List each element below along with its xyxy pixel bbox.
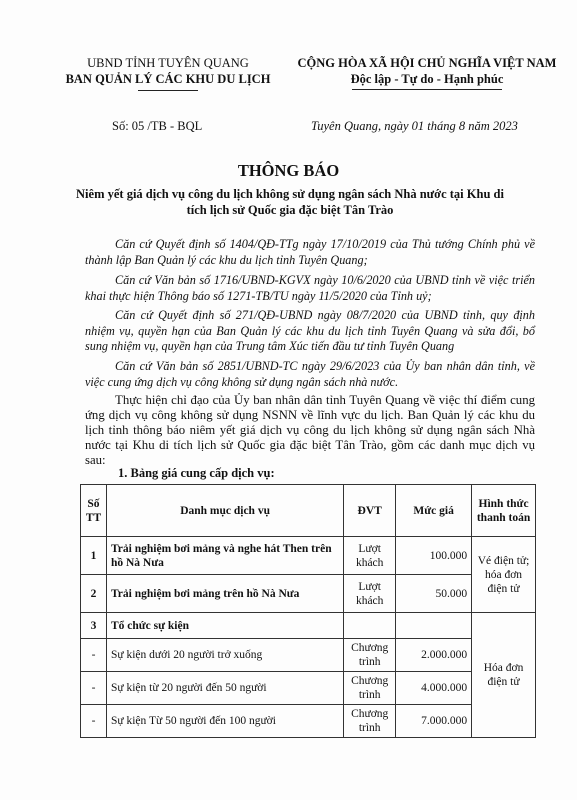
section-1-title: 1. Bảng giá cung cấp dịch vụ:	[118, 466, 275, 480]
header-unit: ĐVT	[344, 485, 396, 537]
legal-basis-1: Căn cứ Quyết định số 1404/QĐ-TTg ngày 17/10/2019 của Thủ tướng Chính phủ về thành lập Ban Quản lý các khu du lịch tỉnh Tuyên Quang;	[85, 237, 535, 267]
document-subtitle: Niêm yết giá dịch vụ công du lịch không sử dụng ngân sách Nhà nước tại Khu di tích lịch sử Quốc gia đặc biệt Tân Trào	[76, 187, 504, 217]
table-row	[81, 672, 536, 705]
row-price: 2.000.000	[396, 639, 472, 672]
national-motto: Độc lập - Tự do - Hạnh phúc	[350, 72, 504, 86]
row-unit: Chương trình	[344, 639, 396, 672]
legal-basis-3: Căn cứ Quyết định số 271/QĐ-UBND ngày 08/7/2020 của UBND tỉnh, quy định nhiệm vụ, quyền hạn của Ban Quản lý các khu du lịch tỉnh Tuyên Quang và sửa đổi, bổ sung nhiệm vụ, quyền hạn của Trung tâm Xúc tiến đầu tư tỉnh Tuyên Quang	[85, 308, 535, 353]
table-row	[81, 537, 536, 575]
document-number: Số: 05 /TB - BQL	[112, 119, 203, 133]
legal-basis-2: Căn cứ Văn bản số 1716/UBND-KGVX ngày 10/6/2020 của UBND tỉnh về việc triển khai thực hiện Thông báo số 1271-TB/TU ngày 11/5/2020 của Tỉnh uỷ;	[85, 273, 535, 303]
row-price: 100.000	[396, 537, 472, 575]
row-unit	[344, 613, 396, 639]
header-service: Danh mục dịch vụ	[106, 485, 343, 537]
price-table	[80, 484, 536, 738]
payment-method-2: Hóa đơn điện tử	[472, 613, 536, 738]
row-stt: -	[81, 705, 107, 738]
row-service: Trải nghiệm bơi mảng trên hồ Nà Nưa	[106, 575, 343, 613]
motto-underline	[352, 89, 502, 90]
row-service: Sự kiện Từ 50 người đến 100 người	[106, 705, 343, 738]
row-unit: Chương trình	[344, 705, 396, 738]
header-stt: Số TT	[81, 485, 107, 537]
row-price: 50.000	[396, 575, 472, 613]
table-row	[81, 705, 536, 738]
header-price: Mức giá	[396, 485, 472, 537]
row-price: 7.000.000	[396, 705, 472, 738]
document-date: Tuyên Quang, ngày 01 tháng 8 năm 2023	[311, 119, 518, 133]
row-service: Sự kiện dưới 20 người trở xuống	[106, 639, 343, 672]
row-stt: 2	[81, 575, 107, 613]
national-title: CỘNG HÒA XÃ HỘI CHỦ NGHĨA VIỆT NAM	[297, 56, 557, 70]
national-heading-block	[282, 55, 572, 90]
table-row	[81, 639, 536, 672]
table-header-row	[81, 485, 536, 537]
payment-method-1: Vé điện tử; hóa đơn điện tử	[472, 537, 536, 613]
body-paragraph: Thực hiện chỉ đạo của Ủy ban nhân dân tỉnh Tuyên Quang về việc thí điểm cung ứng dịch vụ công không sử dụng NSNN về lĩnh vực du lịch. Ban Quản lý các khu du lịch tỉnh thông báo niêm yết giá dịch vụ công du lịch không sử dụng ngân sách Nhà nước tại Khu di tích lịch sử Quốc gia đặc biệt Tân Trào, gồm các danh mục dịch vụ sau:	[85, 393, 535, 467]
table-row	[81, 575, 536, 613]
row-service: Sự kiện từ 20 người đến 50 người	[106, 672, 343, 705]
header-payment: Hình thức thanh toán	[472, 485, 536, 537]
row-unit: Lượt khách	[344, 537, 396, 575]
row-service: Tổ chức sự kiện	[106, 613, 343, 639]
row-stt: 3	[81, 613, 107, 639]
row-service: Trải nghiệm bơi mảng và nghe hát Then trên hồ Nà Nưa	[106, 537, 343, 575]
table-row	[81, 613, 536, 639]
agency-name: BAN QUẢN LÝ CÁC KHU DU LỊCH	[65, 72, 271, 86]
legal-basis-4: Căn cứ Văn bản số 2851/UBND-TC ngày 29/6/2023 của Ủy ban nhân dân tỉnh, về việc cung ứng dịch vụ công không sử dụng ngân sách nhà nước.	[85, 359, 535, 389]
row-price: 4.000.000	[396, 672, 472, 705]
agency-parent: UBND TỈNH TUYÊN QUANG	[87, 56, 249, 70]
row-stt: 1	[81, 537, 107, 575]
document-title: THÔNG BÁO	[237, 161, 340, 180]
row-unit: Chương trình	[344, 672, 396, 705]
row-price	[396, 613, 472, 639]
row-stt: -	[81, 639, 107, 672]
agency-underline	[138, 90, 198, 91]
issuing-agency-block	[58, 55, 278, 91]
row-unit: Lượt khách	[344, 575, 396, 613]
row-stt: -	[81, 672, 107, 705]
